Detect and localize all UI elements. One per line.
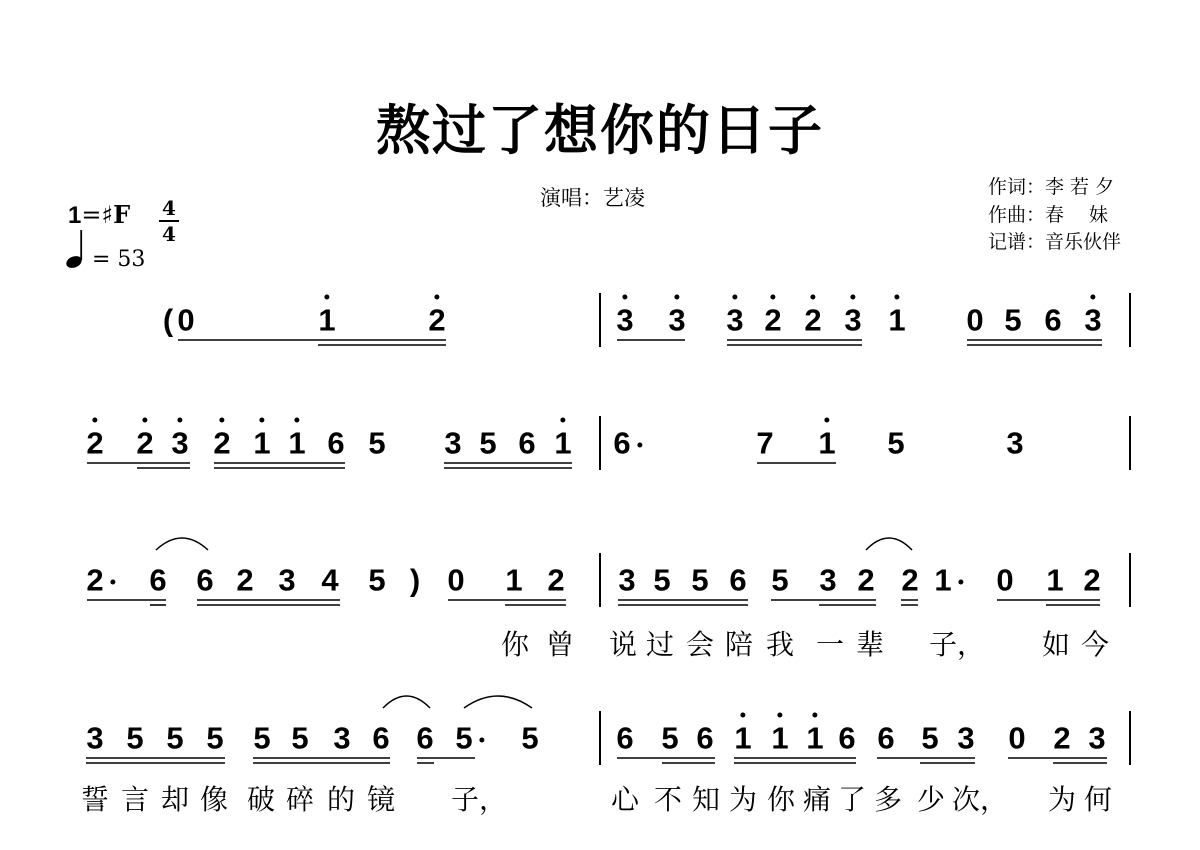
note-digit: 3 [726, 302, 744, 338]
note-digit: 5 [479, 425, 497, 461]
note-digit: 1 [253, 425, 271, 461]
high-octave-dot [741, 713, 746, 718]
note-digit: 5 [691, 562, 709, 598]
note-digit: 1 [771, 720, 789, 756]
lyric-syllable: 誓 [81, 783, 110, 816]
note-digit: 4 [321, 562, 339, 598]
lyric-syllable: 像 [200, 783, 229, 816]
note-digit: 6 [372, 720, 390, 756]
note-digit: 0 [447, 562, 465, 598]
note-digit: 0 [177, 302, 195, 338]
note-digit: 5 [1004, 302, 1022, 338]
lyric-syllable: 了 [838, 783, 867, 816]
lyric-syllable: 如 [1042, 628, 1071, 661]
lyric-syllable: 你 [767, 783, 796, 816]
note-digit: 3 [957, 720, 975, 756]
lyric-syllable: 心 [611, 783, 640, 816]
lyric-syllable: 破 [247, 783, 276, 816]
note-digit: 2 [547, 562, 565, 598]
note-digit: 5 [368, 562, 386, 598]
note [734, 720, 752, 756]
note [372, 720, 390, 756]
note [166, 720, 184, 756]
note-digit: 0 [1008, 720, 1026, 756]
note-digit: 2 [901, 562, 919, 598]
note [877, 720, 895, 756]
lyricist-credit: 作词：李 若 夕 [988, 176, 1115, 198]
note [253, 720, 271, 756]
note-digit: 6 [196, 562, 214, 598]
note [1053, 720, 1071, 756]
note-digit: 5 [661, 720, 679, 756]
note-digit: 5 [455, 720, 473, 756]
note-digit: 3 [819, 562, 837, 598]
note [521, 720, 539, 756]
high-octave-dot [778, 713, 783, 718]
lyric-syllable: 痛 [803, 783, 832, 816]
lyric-syllable: 一 [816, 628, 845, 661]
note-digit: 6 [518, 425, 536, 461]
note-digit: 3 [618, 562, 636, 598]
note-digit: 1 [806, 720, 824, 756]
note-digit: 1 [734, 720, 752, 756]
lyric-syllable: 会 [686, 628, 715, 661]
note-digit: 5 [206, 720, 224, 756]
note-digit: 0 [966, 302, 984, 338]
note [696, 720, 714, 756]
note-digit: 2 [804, 302, 822, 338]
note-digit: 3 [668, 302, 686, 338]
note-digit: 7 [756, 425, 774, 461]
note-digit: 3 [278, 562, 296, 598]
note-digit: ) [409, 562, 421, 598]
lyric-syllable: 今 [1081, 628, 1110, 661]
key-name: ♯F [101, 200, 131, 229]
note [616, 720, 634, 756]
note [921, 720, 939, 756]
note-digit: 3 [1084, 302, 1102, 338]
note-digit: 2 [857, 562, 875, 598]
note [86, 720, 104, 756]
note-digit: 2 [86, 425, 104, 461]
note-digit: 0 [996, 562, 1014, 598]
note-digit: 6 [149, 562, 167, 598]
note-digit: 5 [368, 425, 386, 461]
lyric-syllable: 的 [327, 783, 356, 816]
note [806, 720, 824, 756]
composer-credit: 作曲：春 妹 [988, 203, 1109, 226]
note-digit: 3 [333, 720, 351, 756]
note-digit: 1 [288, 425, 306, 461]
note-digit: 5 [653, 562, 671, 598]
note-digit: 5 [521, 720, 539, 756]
note-digit: 2 [86, 562, 104, 598]
lyric-syllable: 不 [654, 783, 683, 816]
note [838, 720, 856, 756]
note-digit: 5 [921, 720, 939, 756]
note [416, 720, 434, 756]
note-digit: 1 [318, 302, 336, 338]
note-digit: 2 [764, 302, 782, 338]
lyric-syllable: 过 [646, 628, 675, 661]
note-digit: 2 [428, 302, 446, 338]
lyric-syllable: 子， [451, 783, 508, 816]
note-digit: 6 [327, 425, 345, 461]
lyric-syllable: 言 [121, 783, 150, 816]
note-digit: 2 [136, 425, 154, 461]
note-digit: 2 [213, 425, 231, 461]
lyric-syllable: 曾 [546, 628, 575, 661]
note-digit: 2 [1053, 720, 1071, 756]
note [957, 720, 975, 756]
tempo-value: = 53 [92, 247, 146, 272]
note-digit: 2 [1083, 562, 1101, 598]
augmentation-dot [480, 738, 485, 743]
song-title: 熬过了想你的日子 [376, 98, 824, 162]
note-digit: 6 [838, 720, 856, 756]
note-digit: 3 [616, 302, 634, 338]
note-digit: 5 [166, 720, 184, 756]
note [126, 720, 144, 756]
note-digit: 2 [236, 562, 254, 598]
note [291, 720, 309, 756]
note-digit: 1 [554, 425, 572, 461]
note-digit: 3 [1006, 425, 1024, 461]
lyric-syllable: 说 [609, 628, 638, 661]
high-octave-dot [813, 713, 818, 718]
lyric-syllable: 何 [1084, 783, 1113, 816]
note [455, 720, 473, 756]
lyric-syllable: 知 [692, 783, 721, 816]
note-digit: 5 [126, 720, 144, 756]
note [661, 720, 679, 756]
lyric-syllable: 为 [1048, 783, 1077, 816]
lyric-syllable: 子， [929, 628, 986, 661]
time-signature-unit: 4 [162, 222, 176, 246]
note-digit: 1 [505, 562, 523, 598]
note-digit: 6 [616, 720, 634, 756]
lyric-syllable: 多 [874, 783, 903, 816]
note-digit: 3 [444, 425, 462, 461]
note-digit: 1 [934, 562, 952, 598]
note-digit: 6 [877, 720, 895, 756]
note-digit: 1 [1046, 562, 1064, 598]
note-digit: 3 [171, 425, 189, 461]
transcriber-credit: 记谱：音乐伙伴 [988, 231, 1122, 253]
lyric-syllable: 辈 [856, 628, 885, 661]
lyric-syllable: 我 [766, 628, 795, 661]
note-digit: 1 [888, 302, 906, 338]
lyric-syllable: 少 [917, 783, 946, 816]
key-tonic: 1 [68, 202, 82, 229]
lyric-syllable: 为 [729, 783, 758, 816]
note [333, 720, 351, 756]
note [206, 720, 224, 756]
note-digit: 3 [1088, 720, 1106, 756]
note-digit: 5 [771, 562, 789, 598]
note-digit: 5 [887, 425, 905, 461]
lyric-syllable: 碎 [286, 783, 315, 816]
key-equals: = [81, 201, 102, 229]
note-digit: 3 [844, 302, 862, 338]
note-digit: ( [162, 302, 174, 338]
time-signature-beats: 4 [162, 196, 176, 220]
lyric-syllable: 你 [501, 628, 530, 661]
lyric-syllable: 陪 [725, 628, 754, 661]
note-digit: 6 [696, 720, 714, 756]
singer-credit: 演唱：艺凌 [540, 186, 645, 210]
note-digit: 5 [291, 720, 309, 756]
note-digit: 3 [86, 720, 104, 756]
lyric-syllable: 次， [952, 783, 1009, 816]
lyric-syllable: 镜 [367, 783, 396, 816]
note [1088, 720, 1106, 756]
note-digit: 6 [1044, 302, 1062, 338]
note-digit: 1 [818, 425, 836, 461]
note-digit: 6 [613, 425, 631, 461]
note [1008, 720, 1026, 756]
note-digit: 5 [253, 720, 271, 756]
note [771, 720, 789, 756]
note-digit: 6 [416, 720, 434, 756]
lyric-syllable: 却 [161, 783, 190, 816]
note-digit: 6 [729, 562, 747, 598]
